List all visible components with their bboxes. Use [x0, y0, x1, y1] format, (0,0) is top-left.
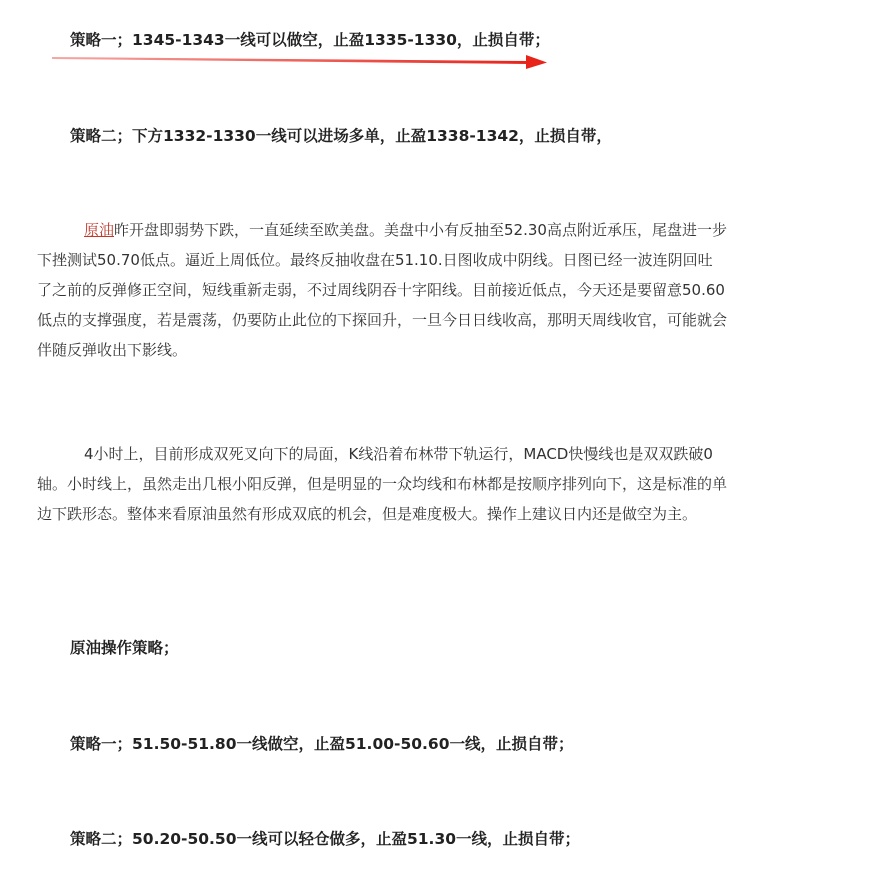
- red-arrow-icon: [50, 50, 550, 74]
- crude-oil-link[interactable]: 原油: [84, 221, 115, 239]
- analysis-paragraph-hourly: 4小时上，目前形成双死叉向下的局面，K线沿着布林带下轨运行，MACD快慢线也是双双跌破0轴。小时线上，虽然走出几根小阳反弹，但是明显的一众均线和布林都是按顺序排列向下，这是标准的单边下跌形态。整体来看原油虽然有形成双底的机会，但是难度极大。操作上建议日内还是做空为主。: [37, 445, 728, 523]
- strategy-one-gold: 策略一；1345-1343一线可以做空，止盈1335-1330，止损自带；: [70, 31, 550, 49]
- analysis-paragraph-daily-text: 昨开盘即弱势下跌，一直延续至欧美盘。美盘中小有反抽至52.30高点附近承压，尾盘进一步下挫测试50.70低点。逼近上周低位。最终反抽收盘在51.10.日图收成中阴线。日图已经一波连阴回吐了之前的反弹修正空间，短线重新走弱，不过周线阴吞十字阳线。目前接近低点，今天还是要留意50.60低点的支撑强度，若是震荡，仍要防止此位的下探回升，一旦今日日线收高，那明天周线收官，可能就会伴随反弹收出下影线。: [37, 221, 728, 359]
- analysis-paragraph-daily: [37, 215, 727, 365]
- strategy-one-oil: 策略一；51.50-51.80一线做空，止盈51.00-50.60一线，止损自带；: [70, 735, 574, 753]
- oil-strategy-heading: 原油操作策略；: [70, 639, 179, 657]
- strategy-two-oil: 策略二；50.20-50.50一线可以轻仓做多，止盈51.30一线，止损自带；: [70, 830, 581, 848]
- strategy-two-gold: 策略二；下方1332-1330一线可以进场多单，止盈1338-1342，止损自带，: [70, 127, 612, 145]
